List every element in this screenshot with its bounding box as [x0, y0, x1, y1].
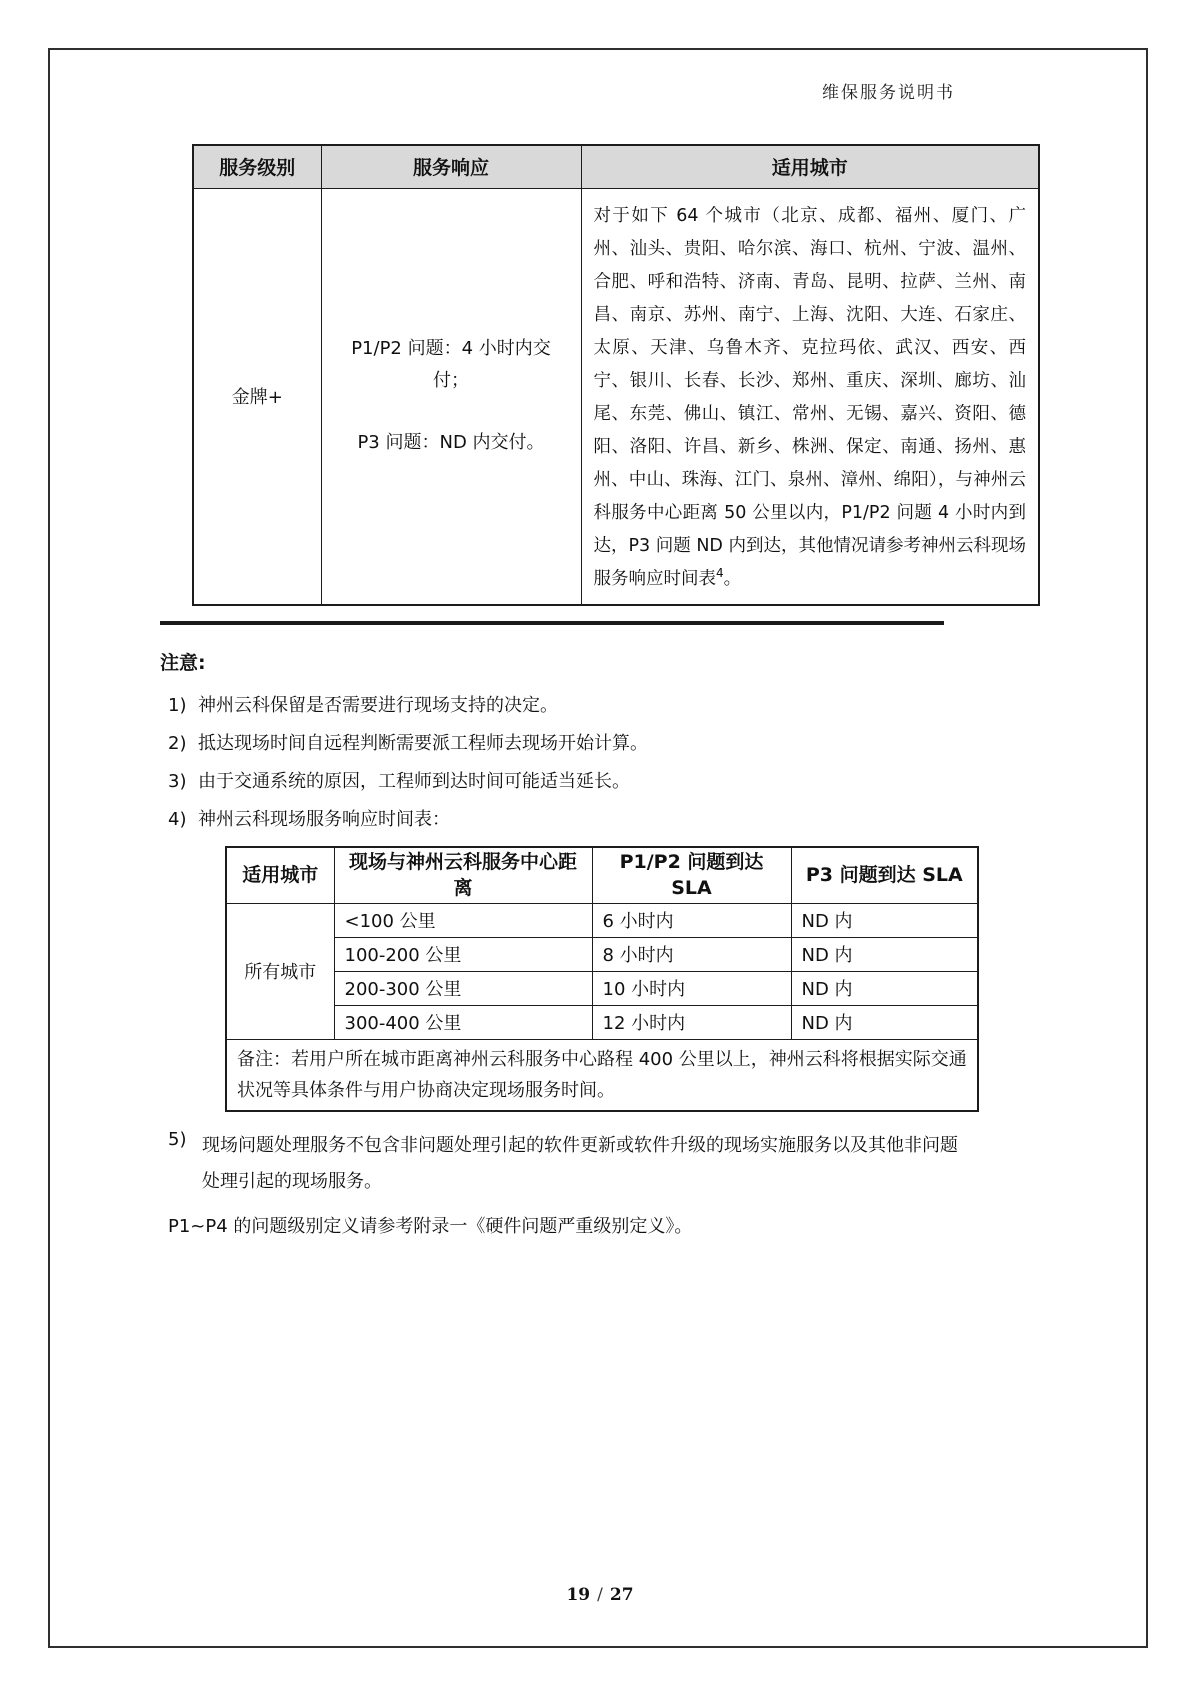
- page-footer: [0, 1585, 1200, 1605]
- response-line-p3: P3 问题：ND 内交付。: [357, 432, 545, 453]
- applicable-cities-cell: [581, 188, 1039, 605]
- p3-sla-cell: ND 内: [791, 971, 978, 1005]
- header-p3-sla: P3 问题到达 SLA: [791, 847, 978, 903]
- note-text: 抵达现场时间自远程判断需要派工程师去现场开始计算。: [198, 733, 648, 754]
- document-header-title: 维保服务说明书: [822, 83, 955, 103]
- p3-sla-cell: ND 内: [791, 903, 978, 937]
- note-item-2: [160, 732, 970, 755]
- response-table-header-row: [226, 847, 978, 903]
- p1p2-sla-cell: 8 小时内: [592, 937, 791, 971]
- header-applicable-cities: 适用城市: [581, 145, 1039, 188]
- note-number: 2): [168, 733, 187, 754]
- cities-paragraph-end: 。: [723, 568, 742, 589]
- service-table-row: [193, 188, 1039, 605]
- note-text: 现场问题处理服务不包含非问题处理引起的软件更新或软件升级的现场实施服务以及其他非问题处理引起的现场服务。: [202, 1134, 958, 1192]
- response-line-p1p2: P1/P2 问题：4 小时内交付；: [351, 338, 551, 391]
- service-level-table: [192, 144, 1040, 606]
- onsite-response-time-table: [225, 846, 979, 1112]
- remark-cell: 备注：若用户所在城市距离神州云科服务中心路程 400 公里以上，神州云科将根据实际交通状况等具体条件与用户协商决定现场服务时间。: [226, 1039, 978, 1111]
- header-service-level: 服务级别: [193, 145, 321, 188]
- table-remark-row: [226, 1039, 978, 1111]
- table-row: [226, 937, 978, 971]
- city-scope-cell: 所有城市: [226, 903, 334, 1039]
- note-text: 神州云科保留是否需要进行现场支持的决定。: [198, 695, 558, 716]
- note-item-1: [160, 694, 970, 717]
- notes-section: [160, 648, 970, 1239]
- note-number: 5): [168, 1128, 187, 1150]
- table-row: [226, 903, 978, 937]
- page-number-current: 19: [566, 1585, 591, 1605]
- note-text: 由于交通系统的原因，工程师到达时间可能适当延长。: [198, 771, 630, 792]
- p3-sla-cell: ND 内: [791, 1005, 978, 1039]
- page-number-separator: /: [597, 1585, 603, 1605]
- p3-sla-cell: ND 内: [791, 937, 978, 971]
- page-number-total: 27: [609, 1585, 634, 1605]
- p1p2-sla-cell: 6 小时内: [592, 903, 791, 937]
- cities-paragraph: 对于如下 64 个城市（北京、成都、福州、厦门、广州、汕头、贵阳、哈尔滨、海口、杭州、宁波、温州、合肥、呼和浩特、济南、青岛、昆明、拉萨、兰州、南昌、南京、苏州、南宁、上海、沈阳、大连、石家庄、太原、天津、乌鲁木齐、克拉玛依、武汉、西安、西宁、银川、长春、长沙、郑州、重庆、深圳、廊坊、汕尾、东莞、佛山、镇江、常州、无锡、嘉兴、资阳、德阳、洛阳、许昌、新乡、株洲、保定、南通、扬州、惠州、中山、珠海、江门、泉州、漳州、绵阳），与神州云科服务中心距离 50 公里以内，P1/P2 问题 4 小时内到达，P3 问题 ND 内到达，其他情况请参考神州云科现场服务响应时间表: [593, 205, 1026, 589]
- distance-cell: <100 公里: [334, 903, 592, 937]
- service-table-header-row: [193, 145, 1039, 188]
- service-level-cell: 金牌+: [193, 188, 321, 605]
- header-city-scope: 适用城市: [226, 847, 334, 903]
- header-service-response: 服务响应: [321, 145, 581, 188]
- distance-cell: 300-400 公里: [334, 1005, 592, 1039]
- notes-heading: 注意:: [160, 652, 206, 674]
- note-number: 4): [168, 809, 187, 830]
- footnote-ref-4: 4: [716, 565, 724, 580]
- service-response-cell: [321, 188, 581, 605]
- closing-reference-line: P1~P4 的问题级别定义请参考附录一《硬件问题严重级别定义》。: [168, 1215, 693, 1237]
- note-text: 神州云科现场服务响应时间表：: [198, 809, 450, 830]
- distance-cell: 100-200 公里: [334, 937, 592, 971]
- note-item-4: [160, 808, 970, 831]
- note-item-3: [160, 770, 970, 793]
- table-row: [226, 971, 978, 1005]
- note-number: 3): [168, 771, 187, 792]
- note-item-5: [160, 1128, 970, 1200]
- p1p2-sla-cell: 12 小时内: [592, 1005, 791, 1039]
- header-p1p2-sla: P1/P2 问题到达 SLA: [592, 847, 791, 903]
- section-divider-rule: [160, 621, 944, 625]
- p1p2-sla-cell: 10 小时内: [592, 971, 791, 1005]
- note-number: 1): [168, 695, 187, 716]
- distance-cell: 200-300 公里: [334, 971, 592, 1005]
- table-row: [226, 1005, 978, 1039]
- header-distance: 现场与神州云科服务中心距离: [334, 847, 592, 903]
